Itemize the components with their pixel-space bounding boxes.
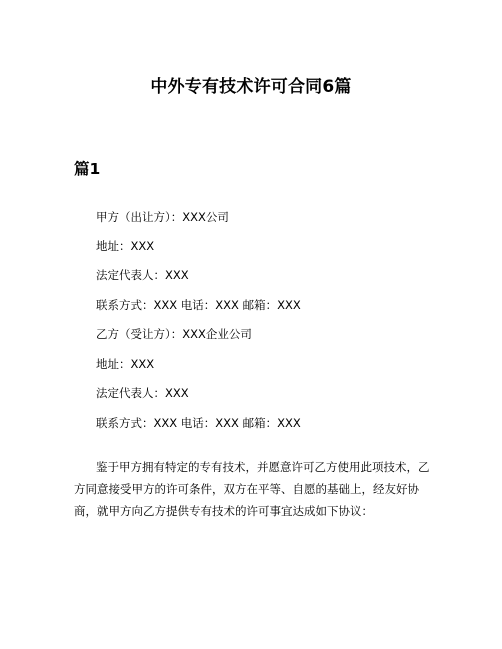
party-a-name: 甲方（出让方）：XXX公司 [96,210,229,224]
party-a-contact: 联系方式：XXX 电话：XXX 邮箱：XXX [96,298,301,312]
party-b-name: 乙方（受让方）：XXX企业公司 [96,327,252,341]
party-b-contact: 联系方式：XXX 电话：XXX 邮箱：XXX [96,416,301,430]
party-b-address: 地址：XXX [96,357,155,371]
party-a-legal-representative: 法定代表人：XXX [96,268,189,282]
document-title: 中外专有技术许可合同6篇 [150,77,352,97]
party-a-address: 地址：XXX [96,239,155,253]
intro-paragraph: 鉴于甲方拥有特定的专有技术，并愿意许可乙方使用此项技术，乙方同意接受甲方的许可条件，双方在平等、自愿的基础上，经友好协商，就甲方向乙方提供专有技术的许可事宜达成如下协议： [74,460,430,518]
party-b-legal-representative: 法定代表人：XXX [96,386,189,400]
section-heading: 篇1 [74,160,101,178]
